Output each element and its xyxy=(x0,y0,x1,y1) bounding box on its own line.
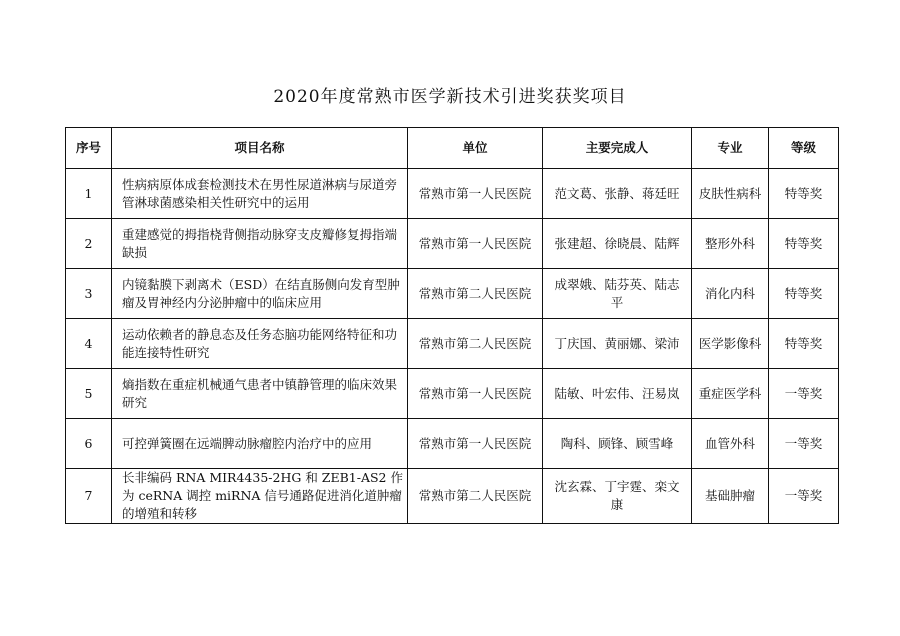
row-major: 医学影像科 xyxy=(692,319,769,369)
row-unit: 常熟市第二人民医院 xyxy=(408,319,543,369)
page-title: 2020年度常熟市医学新技术引进奖获奖项目 xyxy=(273,87,627,107)
row-no: 2 xyxy=(66,219,112,269)
row-grade: 一等奖 xyxy=(769,469,839,524)
row-major: 血管外科 xyxy=(692,419,769,469)
row-grade: 特等奖 xyxy=(769,319,839,369)
row-no: 7 xyxy=(66,469,112,524)
table-row xyxy=(66,169,839,219)
row-project-name: 内镜黏膜下剥离术（ESD）在结直肠侧向发育型肿瘤及胃神经内分泌肿瘤中的临床应用 xyxy=(112,269,408,319)
table-row xyxy=(66,269,839,319)
row-project-name: 运动依赖者的静息态及任务态脑功能网络特征和功能连接特性研究 xyxy=(112,319,408,369)
table-header-row xyxy=(66,128,839,169)
row-no: 1 xyxy=(66,169,112,219)
row-unit: 常熟市第二人民医院 xyxy=(408,269,543,319)
row-contributors: 范文葛、张静、蒋廷旺 xyxy=(543,169,692,219)
row-unit: 常熟市第一人民医院 xyxy=(408,419,543,469)
table-row xyxy=(66,419,839,469)
row-unit: 常熟市第二人民医院 xyxy=(408,469,543,524)
row-project-name: 性病病原体成套检测技术在男性尿道淋病与尿道旁管淋球菌感染相关性研究中的运用 xyxy=(112,169,408,219)
table-row xyxy=(66,219,839,269)
row-no: 6 xyxy=(66,419,112,469)
row-unit: 常熟市第一人民医院 xyxy=(408,169,543,219)
row-contributors: 成翠娥、陆芬英、陆志平 xyxy=(543,269,692,319)
table-row xyxy=(66,319,839,369)
row-major: 整形外科 xyxy=(692,219,769,269)
header-no: 序号 xyxy=(66,128,112,169)
row-major: 皮肤性病科 xyxy=(692,169,769,219)
header-project-name: 项目名称 xyxy=(112,128,408,169)
row-contributors: 陶科、顾锋、顾雪峰 xyxy=(543,419,692,469)
row-contributors: 丁庆国、黄丽娜、梁沛 xyxy=(543,319,692,369)
row-major: 基础肿瘤 xyxy=(692,469,769,524)
row-no: 3 xyxy=(66,269,112,319)
row-no: 4 xyxy=(66,319,112,369)
row-major: 重症医学科 xyxy=(692,369,769,419)
row-contributors: 陆敏、叶宏伟、汪易岚 xyxy=(543,369,692,419)
row-contributors: 沈玄霖、丁宇霆、栾文康 xyxy=(543,469,692,524)
row-project-name: 熵指数在重症机械通气患者中镇静管理的临床效果研究 xyxy=(112,369,408,419)
row-no: 5 xyxy=(66,369,112,419)
header-unit: 单位 xyxy=(408,128,543,169)
row-grade: 特等奖 xyxy=(769,269,839,319)
table-row xyxy=(66,369,839,419)
header-main-contributors: 主要完成人 xyxy=(543,128,692,169)
row-project-name: 重建感觉的拇指桡背侧指动脉穿支皮瓣修复拇指端缺损 xyxy=(112,219,408,269)
row-project-name: 长非编码 RNA MIR4435-2HG 和 ZEB1-AS2 作为 ceRNA 调控 miRNA 信号通路促进消化道肿瘤的增殖和转移 xyxy=(112,469,408,524)
row-grade: 一等奖 xyxy=(769,369,839,419)
row-major: 消化内科 xyxy=(692,269,769,319)
row-unit: 常熟市第一人民医院 xyxy=(408,369,543,419)
table-row xyxy=(66,469,839,524)
award-projects-table xyxy=(65,127,839,524)
row-unit: 常熟市第一人民医院 xyxy=(408,219,543,269)
row-grade: 特等奖 xyxy=(769,219,839,269)
header-grade: 等级 xyxy=(769,128,839,169)
row-contributors: 张建超、徐晓晨、陆辉 xyxy=(543,219,692,269)
row-grade: 特等奖 xyxy=(769,169,839,219)
header-major: 专业 xyxy=(692,128,769,169)
row-grade: 一等奖 xyxy=(769,419,839,469)
row-project-name: 可控弹簧圈在远端脾动脉瘤腔内治疗中的应用 xyxy=(112,419,408,469)
